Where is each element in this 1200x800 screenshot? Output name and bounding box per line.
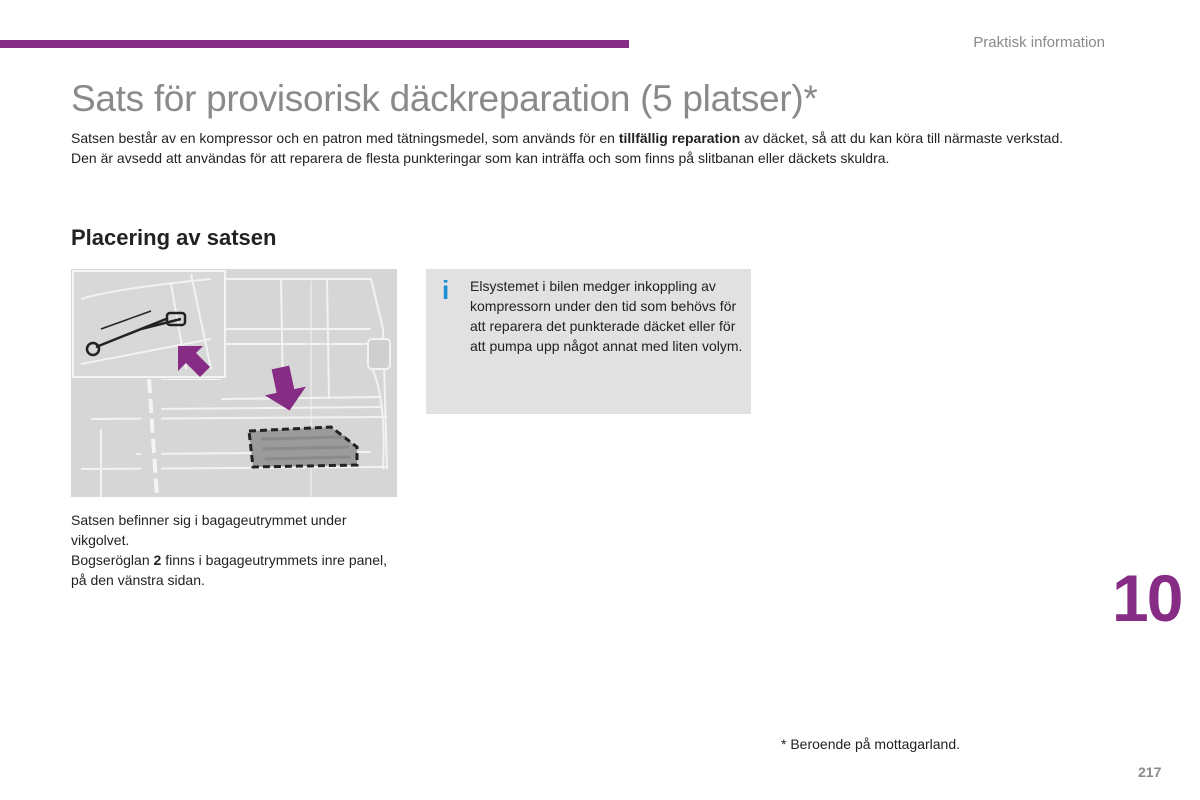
section-subheading: Placering av satsen: [71, 225, 277, 250]
intro-paragraph-1: [71, 128, 1131, 148]
intro-text: [71, 128, 1131, 168]
footnote: * Beroende på mottagarland.: [781, 736, 961, 752]
intro-emphasis: tillfällig reparation: [618, 130, 741, 146]
info-icon: i: [442, 275, 450, 305]
section-label: Praktisk information: [973, 34, 1105, 51]
figure-caption: [71, 510, 391, 590]
caption-line-2: [71, 550, 391, 590]
intro-text-part: av däcket, så att du kan köra till närmaste verkstad.: [740, 130, 1064, 146]
caption-emphasis: 2: [153, 552, 162, 568]
caption-text-part: finns i bagageutrymmets inre panel, på den vänstra sidan.: [71, 552, 387, 588]
intro-paragraph-2: Den är avsedd att användas för att reparera de flesta punkteringar som kan inträffa och som finns på slitbanan eller däckets skuldra.: [71, 150, 890, 166]
info-box: [426, 269, 751, 414]
page-title: Sats för provisorisk däckreparation (5 platser)*: [71, 78, 818, 119]
chapter-number: 10: [1112, 561, 1182, 635]
header-accent-bar: [0, 40, 629, 48]
intro-text-part: Satsen består av en kompressor och en patron med tätningsmedel, som används för en: [71, 130, 619, 146]
info-text: Elsystemet i bilen medger inkoppling av kompressorn under den tid som behövs för att reparera det punkterade däcket eller för att pumpa upp något annat med liten volym.: [470, 278, 743, 354]
caption-line-1: Satsen befinner sig i bagageutrymmet under vikgolvet.: [71, 512, 347, 548]
page-number: 217: [1138, 764, 1162, 780]
trunk-illustration: [71, 269, 397, 497]
trunk-drawing: [71, 269, 397, 497]
caption-text-part: Bogseröglan: [71, 552, 154, 568]
